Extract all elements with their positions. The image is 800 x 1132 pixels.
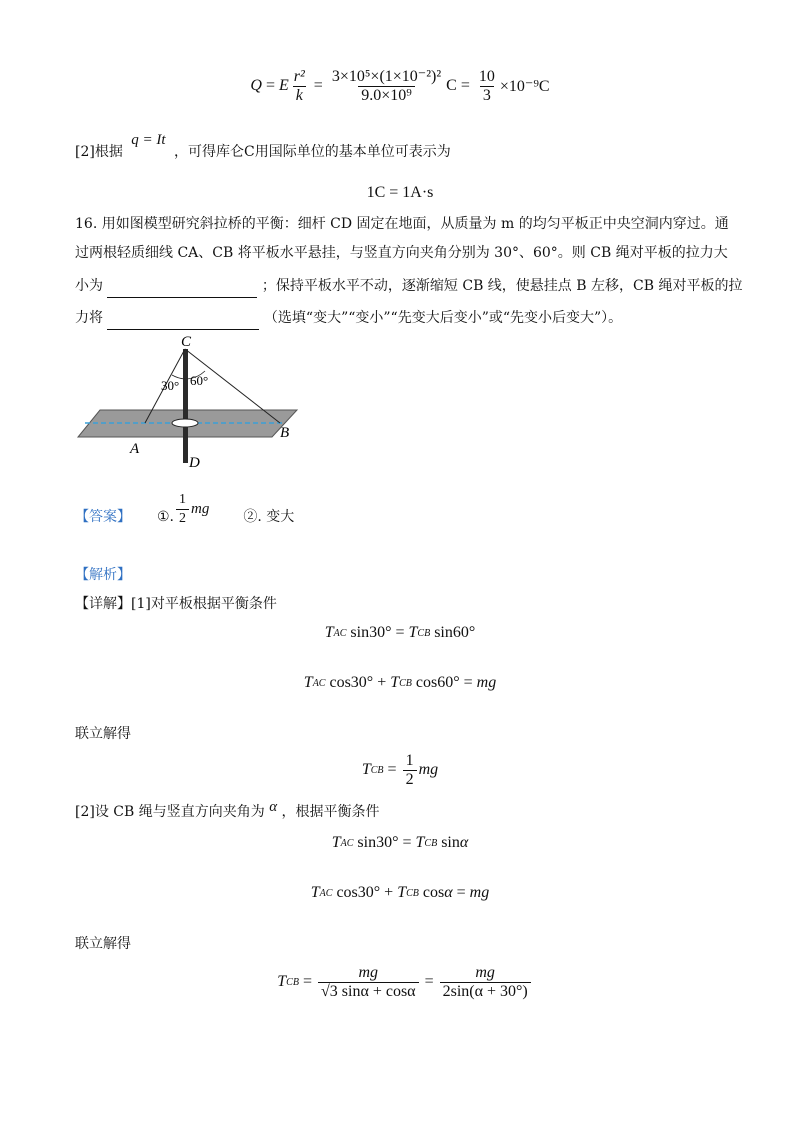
fraction-numerator: mg bbox=[358, 963, 379, 981]
equation-e: T AC cos30° + T CB cos α = mg bbox=[310, 884, 490, 901]
fraction bbox=[318, 964, 419, 1001]
equation-b: T AC cos30° + T CB cos60° = mg bbox=[303, 674, 497, 691]
rod-cd-upper bbox=[183, 349, 188, 423]
fraction-denominator: √3 sinα + cosα bbox=[318, 982, 419, 1001]
text-line bbox=[75, 132, 451, 164]
fraction bbox=[176, 491, 189, 528]
label-c: C bbox=[181, 335, 192, 350]
angle-label-60: 60° bbox=[190, 373, 209, 388]
answer-label: 【答案】 bbox=[75, 509, 131, 525]
detail-line-2 bbox=[75, 800, 380, 824]
question-16-line-4 bbox=[75, 306, 622, 330]
solve-line-1: 联立解得 bbox=[75, 726, 131, 742]
fraction-denominator: k bbox=[293, 86, 306, 105]
answer-1-prefix: ①. bbox=[157, 509, 175, 525]
question-16-line-1: 16. 用如图模型研究斜拉桥的平衡：细杆 CD 固定在地面，从质量为 m 的均匀平板正中央空洞内穿过。通 bbox=[75, 216, 729, 232]
equation-unit bbox=[300, 178, 500, 208]
text-span: ，根据平衡条件 bbox=[281, 804, 380, 820]
unit: C bbox=[446, 77, 457, 94]
answer-2: ②. 变大 bbox=[243, 509, 295, 525]
label-d: D bbox=[189, 455, 200, 470]
text-span: 力将 bbox=[75, 310, 103, 326]
eq-symbol: Q bbox=[250, 77, 262, 94]
fraction-numerator: 1 bbox=[405, 751, 414, 769]
answer-line bbox=[75, 491, 295, 539]
fraction bbox=[329, 68, 444, 105]
text-span: ，可得库仑C用国际单位的基本单位可表示为 bbox=[174, 144, 451, 160]
label-b: B bbox=[280, 425, 290, 441]
cable-stayed-bridge-figure bbox=[75, 335, 305, 470]
equation-f: T CB = $\frac{mg}{√3 \sin\alpha + \cos\alpha}$ = $\frac{mg}{2\sin(\alpha + 30^\circ)}$ bbox=[270, 958, 540, 1006]
text-span: [2]设 CB 绳与竖直方向夹角为 bbox=[75, 804, 265, 820]
inline-formula: q = It bbox=[131, 132, 166, 148]
eq-tail: ×10⁻⁹C bbox=[499, 78, 550, 95]
text-span: 小为 bbox=[75, 278, 103, 294]
analysis-label: 【解析】 bbox=[75, 567, 131, 583]
answer-blank-1[interactable] bbox=[107, 279, 257, 298]
eq-sign: = bbox=[265, 77, 275, 94]
angle-label-30: 30° bbox=[161, 378, 180, 393]
answer-1-tail: mg bbox=[191, 501, 210, 517]
fraction bbox=[291, 68, 308, 105]
solve-line-2: 联立解得 bbox=[75, 936, 131, 952]
alpha-symbol: α bbox=[269, 799, 278, 815]
rod-cd-lower bbox=[183, 427, 188, 463]
fraction-numerator: 3×10⁵×(1×10⁻²)² bbox=[331, 67, 442, 85]
label-a: A bbox=[130, 441, 140, 457]
equation-text: 1C = 1A·s bbox=[366, 184, 434, 201]
text-span: ；保持平板水平不动，逐渐缩短 CB 线，使悬挂点 B 左移，CB 绳对平板的拉 bbox=[261, 278, 743, 294]
equation-coulomb-charge: Q = E $\frac{\text{r²}}{k}$ = $\frac{\text{3×10⁵×(1×10⁻²)²}}{\text{9.0×10⁹}}$ C = $\frac{10}{3}$ ×10⁻⁹C bbox=[250, 67, 550, 104]
fraction-numerator: 1 bbox=[179, 491, 187, 507]
eq-symbol: E bbox=[278, 77, 289, 94]
fraction-denominator: 2sin(α + 30°) bbox=[440, 982, 531, 1001]
plate-hole bbox=[172, 419, 198, 427]
fraction-denominator: 2 bbox=[403, 770, 417, 789]
equation-c: T CB = $\frac{1}{2}$ mg bbox=[361, 751, 439, 788]
fraction-denominator: 3 bbox=[480, 86, 494, 105]
answer-blank-2[interactable] bbox=[107, 311, 259, 330]
fraction-denominator: 2 bbox=[176, 509, 189, 528]
detail-line-1: 【详解】[1]对平板根据平衡条件 bbox=[75, 596, 277, 612]
question-16-line-2: 过两根轻质细线 CA、CB 将平板水平悬挂，与竖直方向夹角分别为 30°、60°。则 CB 绳对平板的拉力大 bbox=[75, 245, 728, 261]
fraction bbox=[476, 68, 498, 105]
fraction-numerator: r² bbox=[293, 67, 305, 85]
text-span: [2]根据 bbox=[75, 144, 123, 160]
fraction-numerator: 10 bbox=[478, 67, 495, 85]
eq-tail: mg bbox=[418, 761, 439, 778]
question-16-line-3 bbox=[75, 274, 742, 298]
text-span: （选填“变大”“变小”“先变大后变小”或“先变小后变大”）。 bbox=[263, 310, 623, 326]
fraction bbox=[440, 964, 531, 1001]
fraction bbox=[403, 752, 417, 789]
equation-a: T AC sin30° = T CB sin60° bbox=[324, 624, 476, 641]
fraction-denominator: 9.0×10⁹ bbox=[358, 86, 415, 105]
equation-d: T AC sin30° = T CB sin α bbox=[331, 834, 469, 851]
fraction-numerator: mg bbox=[475, 963, 495, 981]
